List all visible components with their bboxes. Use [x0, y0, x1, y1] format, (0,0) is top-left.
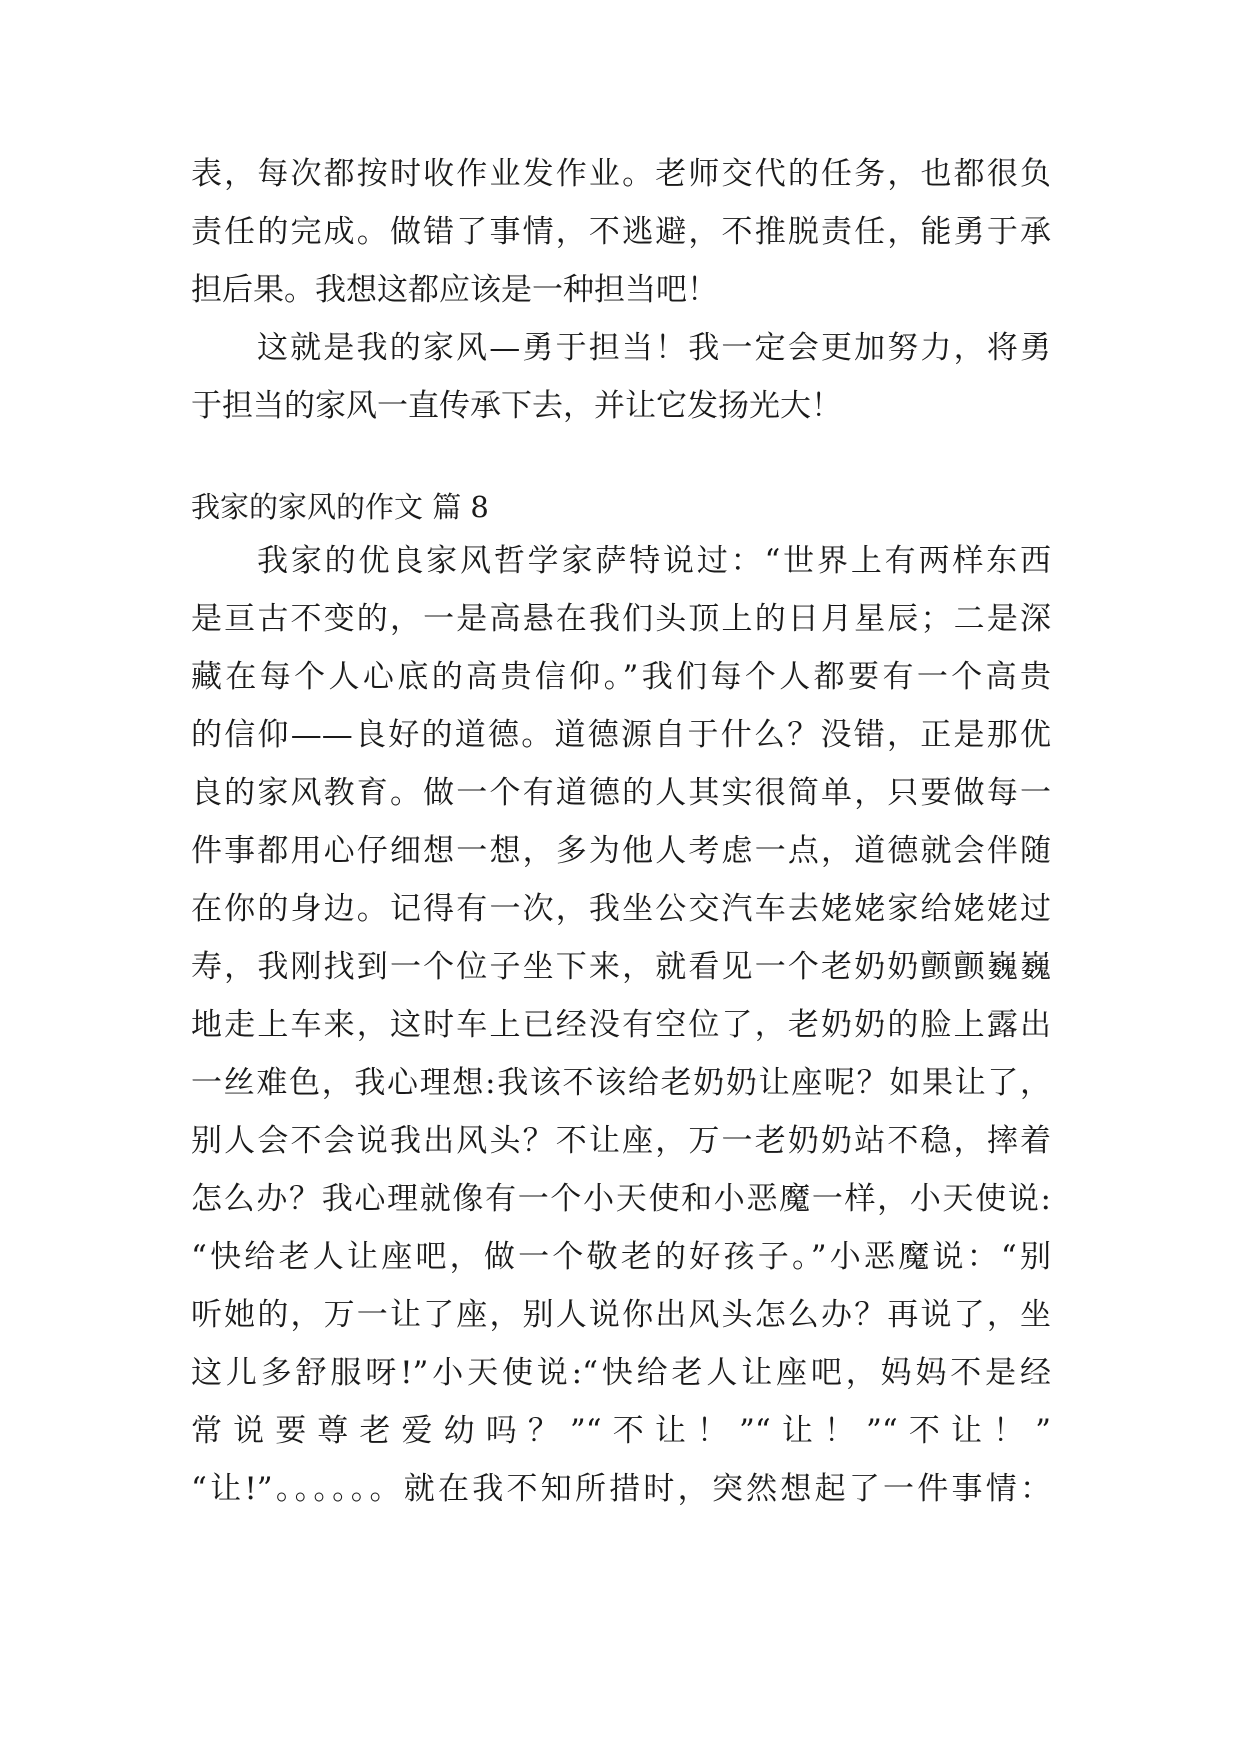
text-line: 藏在每个人心底的高贵信仰。”我们每个人都要有一个高贵 [191, 659, 1051, 695]
text-line: 我家的优良家风哲学家萨特说过：“世界上有两样东西 [257, 543, 1051, 579]
text-line: 担后果。我想这都应该是一种担当吧！ [191, 272, 718, 308]
text-line: 于担当的家风一直传承下去，并让它发扬光大！ [191, 388, 842, 424]
text-line: 常说要尊老爱幼吗？”“不让！”“让！”“不让！” [191, 1413, 1051, 1449]
text-line: 在你的身边。记得有一次，我坐公交汽车去姥姥家给姥姥过 [191, 891, 1051, 927]
text-line: 这儿多舒服呀!”小天使说:“快给老人让座吧，妈妈不是经 [191, 1355, 1051, 1391]
section-heading: 我家的家风的作文 篇 8 [191, 490, 489, 524]
text-line: 一丝难色，我心理想:我该不该给老奶奶让座呢？如果让了， [191, 1065, 1051, 1101]
text-line: 是亘古不变的，一是高悬在我们头顶上的日月星辰；二是深 [191, 601, 1051, 637]
text-line: “快给老人让座吧，做一个敬老的好孩子。”小恶魔说：“别 [191, 1239, 1051, 1275]
text-line: 良的家风教育。做一个有道德的人其实很简单，只要做每一 [191, 775, 1051, 811]
text-line: 寿，我刚找到一个位子坐下来，就看见一个老奶奶颤颤巍巍 [191, 949, 1051, 985]
text-line: 件事都用心仔细想一想，多为他人考虑一点，道德就会伴随 [191, 833, 1051, 869]
text-line: “让!”。。。。。。就在我不知所措时，突然想起了一件事情： [191, 1471, 1051, 1507]
text-line: 别人会不会说我出风头？不让座，万一老奶奶站不稳，摔着 [191, 1123, 1051, 1159]
text-line: 责任的完成。做错了事情，不逃避，不推脱责任，能勇于承 [191, 214, 1051, 250]
text-line: 这就是我的家风—勇于担当！我一定会更加努力，将勇 [257, 330, 1051, 366]
text-line: 表，每次都按时收作业发作业。老师交代的任务，也都很负 [191, 156, 1051, 192]
text-line: 听她的，万一让了座，别人说你出风头怎么办？再说了，坐 [191, 1297, 1051, 1333]
text-line: 地走上车来，这时车上已经没有空位了，老奶奶的脸上露出 [191, 1007, 1051, 1043]
text-line: 的信仰——良好的道德。道德源自于什么？没错，正是那优 [191, 717, 1051, 753]
text-line: 怎么办？我心理就像有一个小天使和小恶魔一样，小天使说: [191, 1181, 1051, 1217]
